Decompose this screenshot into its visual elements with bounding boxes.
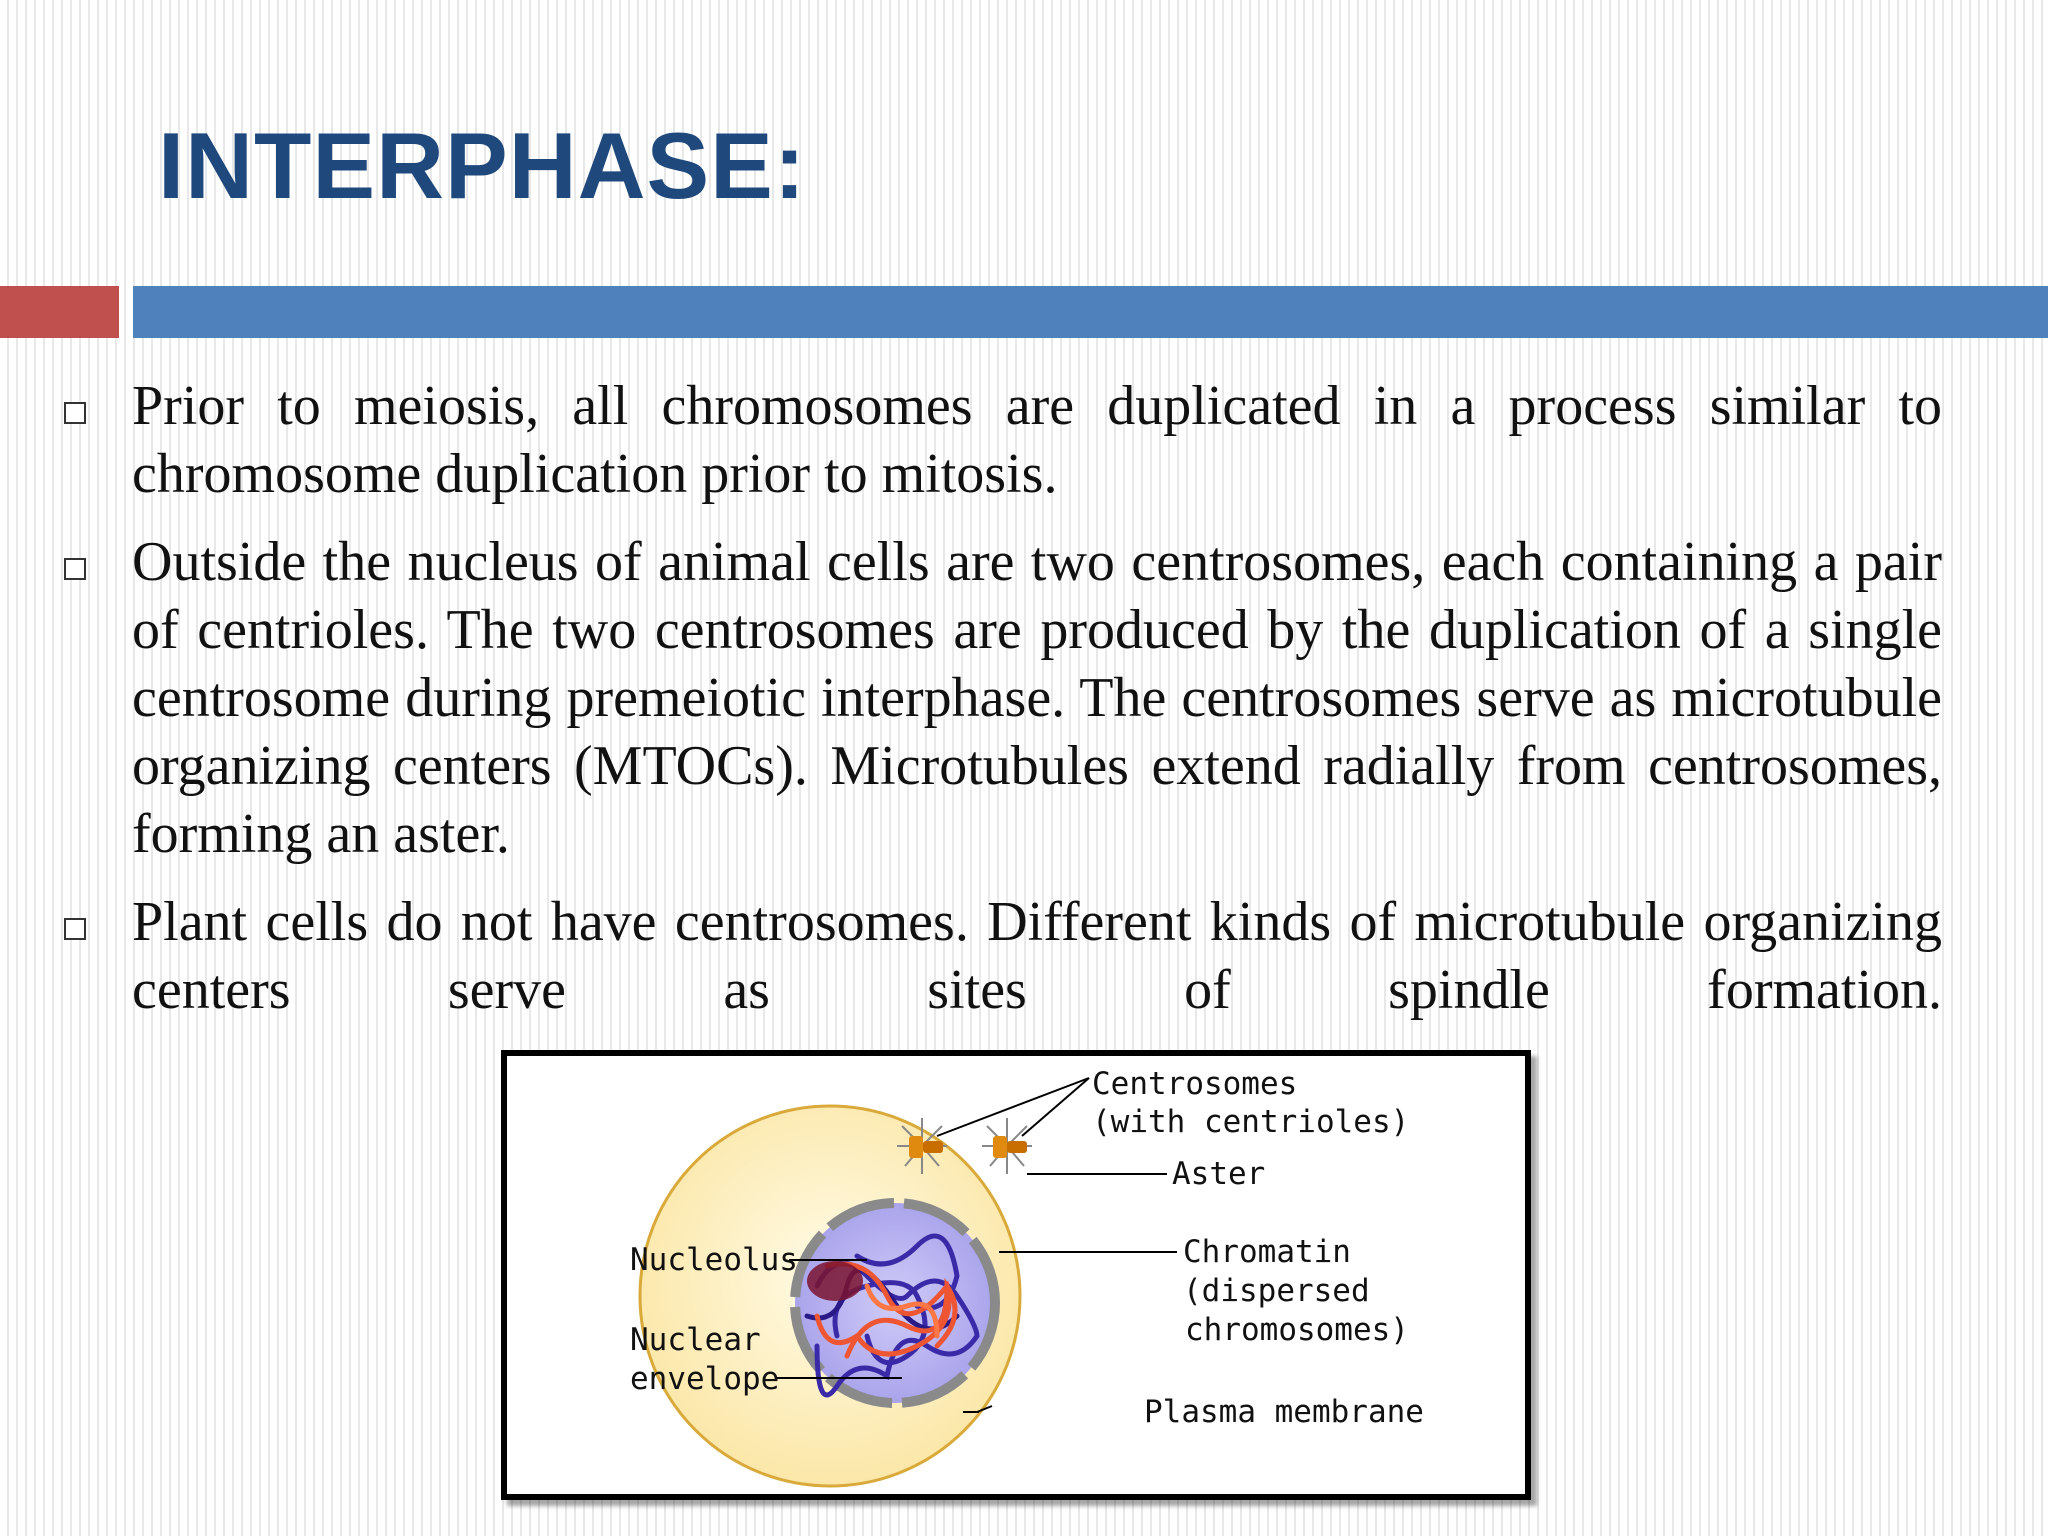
- label-with-centrioles: (with centrioles): [1092, 1104, 1410, 1140]
- label-chromosomes: chromosomes): [1185, 1312, 1409, 1348]
- centriole-right-a: [993, 1136, 1007, 1158]
- centriole-right-b: [1007, 1141, 1027, 1153]
- accent-bar-blue: [133, 286, 2048, 338]
- label-centrosomes: Centrosomes: [1092, 1066, 1298, 1102]
- label-plasma-membrane: Plasma membrane: [1144, 1394, 1424, 1430]
- cell-diagram-svg: [507, 1056, 1525, 1494]
- bullet-text-2: Outside the nucleus of animal cells are two centrosomes, each containing a pair of centrioles. The two centrosomes are produced by the duplication of a single centrosome during premeiotic interphase. The centrosomes serve as microtubule organizing centers (MTOCs). Microtubules extend radially from centrosomes, forming an aster.: [132, 531, 1942, 865]
- label-aster: Aster: [1172, 1156, 1266, 1192]
- bullet-marker-1: [64, 402, 86, 424]
- label-nucleolus: Nucleolus: [630, 1242, 798, 1278]
- centriole-left-b: [923, 1141, 943, 1153]
- nucleolus: [807, 1261, 863, 1301]
- bullet-text-3: Plant cells do not have centrosomes. Different kinds of microtubule organizing centers serve as sites of spindle formation.: [132, 891, 1942, 1021]
- label-dispersed: (dispersed: [1183, 1273, 1370, 1309]
- accent-bar-red: [0, 286, 119, 338]
- interphase-cell-diagram: [501, 1050, 1531, 1500]
- centriole-left-a: [909, 1136, 923, 1158]
- slide-title: INTERPHASE:: [158, 113, 807, 218]
- bullet-text-1: Prior to meiosis, all chromosomes are duplicated in a process similar to chromosome duplication prior to mitosis.: [132, 375, 1942, 505]
- label-nuclear: Nuclear: [630, 1322, 761, 1358]
- label-envelope: envelope: [630, 1361, 780, 1397]
- bullet-marker-3: [64, 918, 86, 940]
- label-chromatin: Chromatin: [1183, 1234, 1351, 1270]
- bullet-marker-2: [64, 558, 86, 580]
